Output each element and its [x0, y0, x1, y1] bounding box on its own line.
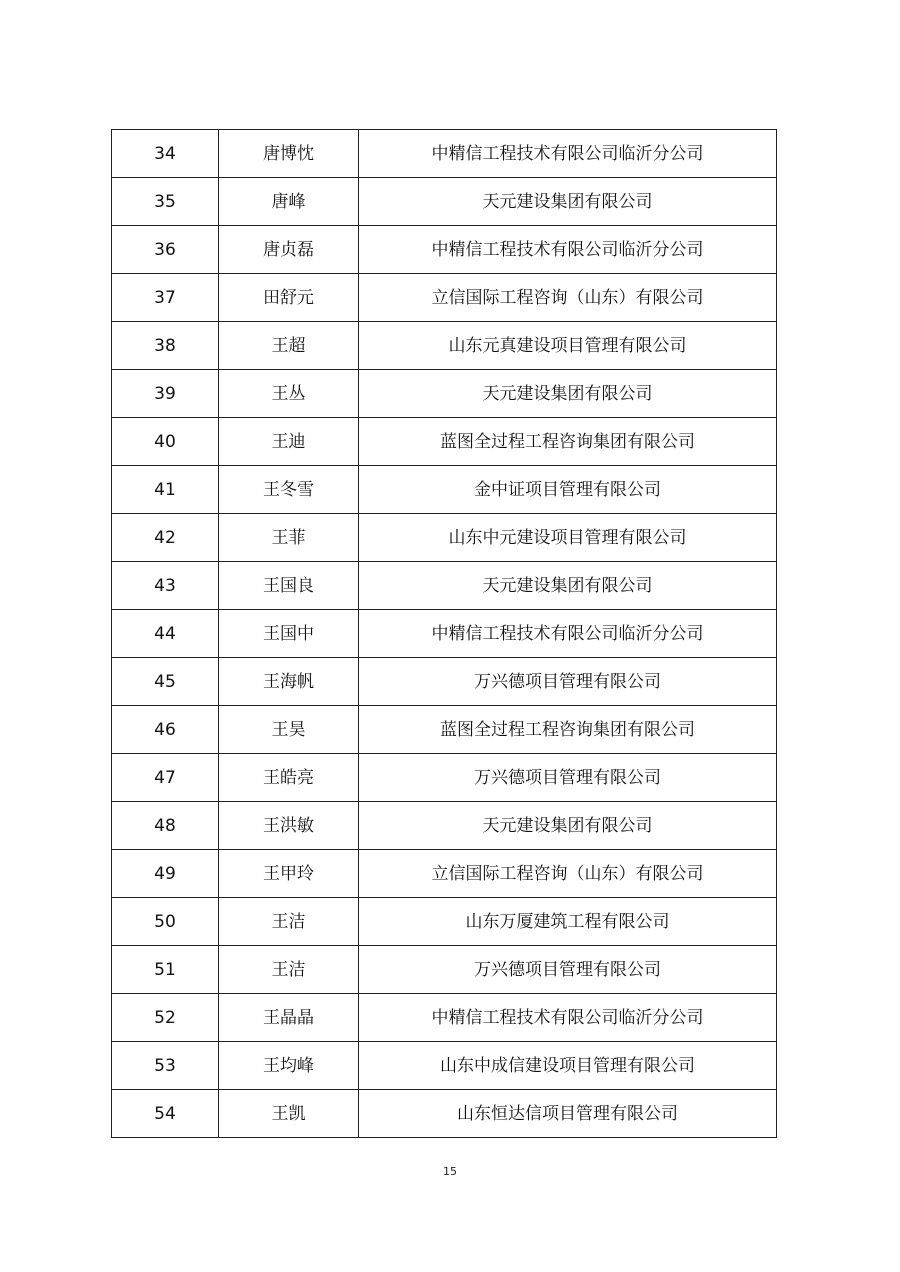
organization-cell: 蓝图全过程工程咨询集团有限公司	[359, 418, 777, 466]
person-name-cell: 王丛	[219, 370, 359, 418]
person-name-cell: 王均峰	[219, 1042, 359, 1090]
table-row	[112, 706, 777, 754]
organization-cell: 中精信工程技术有限公司临沂分公司	[359, 994, 777, 1042]
person-name-cell: 王洁	[219, 898, 359, 946]
row-number-cell: 49	[112, 850, 219, 898]
organization-cell: 中精信工程技术有限公司临沂分公司	[359, 130, 777, 178]
table-row	[112, 898, 777, 946]
organization-cell: 天元建设集团有限公司	[359, 802, 777, 850]
table-row	[112, 1090, 777, 1138]
table-row	[112, 802, 777, 850]
organization-cell: 立信国际工程咨询（山东）有限公司	[359, 274, 777, 322]
row-number-cell: 47	[112, 754, 219, 802]
person-name-cell: 王凯	[219, 1090, 359, 1138]
table-row	[112, 658, 777, 706]
table-row	[112, 754, 777, 802]
row-number-cell: 37	[112, 274, 219, 322]
table-row	[112, 370, 777, 418]
table-row	[112, 466, 777, 514]
organization-cell: 山东万厦建筑工程有限公司	[359, 898, 777, 946]
row-number-cell: 36	[112, 226, 219, 274]
row-number-cell: 51	[112, 946, 219, 994]
person-name-cell: 王皓亮	[219, 754, 359, 802]
person-name-cell: 王国中	[219, 610, 359, 658]
row-number-cell: 39	[112, 370, 219, 418]
row-number-cell: 53	[112, 1042, 219, 1090]
person-name-cell: 田舒元	[219, 274, 359, 322]
organization-cell: 万兴德项目管理有限公司	[359, 754, 777, 802]
table-row	[112, 850, 777, 898]
table-row	[112, 562, 777, 610]
person-name-cell: 王洪敏	[219, 802, 359, 850]
person-name-cell: 唐峰	[219, 178, 359, 226]
organization-cell: 山东恒达信项目管理有限公司	[359, 1090, 777, 1138]
person-name-cell: 唐博忱	[219, 130, 359, 178]
table-row	[112, 1042, 777, 1090]
row-number-cell: 43	[112, 562, 219, 610]
table-row	[112, 322, 777, 370]
row-number-cell: 45	[112, 658, 219, 706]
person-name-cell: 王洁	[219, 946, 359, 994]
organization-cell: 中精信工程技术有限公司临沂分公司	[359, 610, 777, 658]
table-row	[112, 946, 777, 994]
person-name-cell: 王昊	[219, 706, 359, 754]
table-row	[112, 178, 777, 226]
row-number-cell: 42	[112, 514, 219, 562]
organization-cell: 山东中成信建设项目管理有限公司	[359, 1042, 777, 1090]
row-number-cell: 44	[112, 610, 219, 658]
person-name-cell: 王甲玲	[219, 850, 359, 898]
person-name-cell: 王国良	[219, 562, 359, 610]
table-row	[112, 226, 777, 274]
organization-cell: 山东元真建设项目管理有限公司	[359, 322, 777, 370]
organization-cell: 天元建设集团有限公司	[359, 178, 777, 226]
row-number-cell: 35	[112, 178, 219, 226]
organization-cell: 中精信工程技术有限公司临沂分公司	[359, 226, 777, 274]
row-number-cell: 41	[112, 466, 219, 514]
organization-cell: 天元建设集团有限公司	[359, 562, 777, 610]
row-number-cell: 48	[112, 802, 219, 850]
person-name-cell: 唐贞磊	[219, 226, 359, 274]
person-name-cell: 王海帆	[219, 658, 359, 706]
row-number-cell: 38	[112, 322, 219, 370]
person-name-cell: 王晶晶	[219, 994, 359, 1042]
person-name-cell: 王冬雪	[219, 466, 359, 514]
table-row	[112, 610, 777, 658]
row-number-cell: 40	[112, 418, 219, 466]
table-row	[112, 274, 777, 322]
organization-cell: 万兴德项目管理有限公司	[359, 946, 777, 994]
organization-cell: 蓝图全过程工程咨询集团有限公司	[359, 706, 777, 754]
row-number-cell: 46	[112, 706, 219, 754]
table-row	[112, 994, 777, 1042]
row-number-cell: 52	[112, 994, 219, 1042]
roster-table	[111, 129, 777, 1138]
organization-cell: 山东中元建设项目管理有限公司	[359, 514, 777, 562]
organization-cell: 天元建设集团有限公司	[359, 370, 777, 418]
organization-cell: 立信国际工程咨询（山东）有限公司	[359, 850, 777, 898]
row-number-cell: 34	[112, 130, 219, 178]
table-row	[112, 514, 777, 562]
person-name-cell: 王迪	[219, 418, 359, 466]
row-number-cell: 50	[112, 898, 219, 946]
person-name-cell: 王菲	[219, 514, 359, 562]
person-name-cell: 王超	[219, 322, 359, 370]
roster-table-body	[112, 130, 777, 1138]
table-row	[112, 418, 777, 466]
organization-cell: 万兴德项目管理有限公司	[359, 658, 777, 706]
table-row	[112, 130, 777, 178]
organization-cell: 金中证项目管理有限公司	[359, 466, 777, 514]
page-number: 15	[443, 1165, 457, 1178]
row-number-cell: 54	[112, 1090, 219, 1138]
